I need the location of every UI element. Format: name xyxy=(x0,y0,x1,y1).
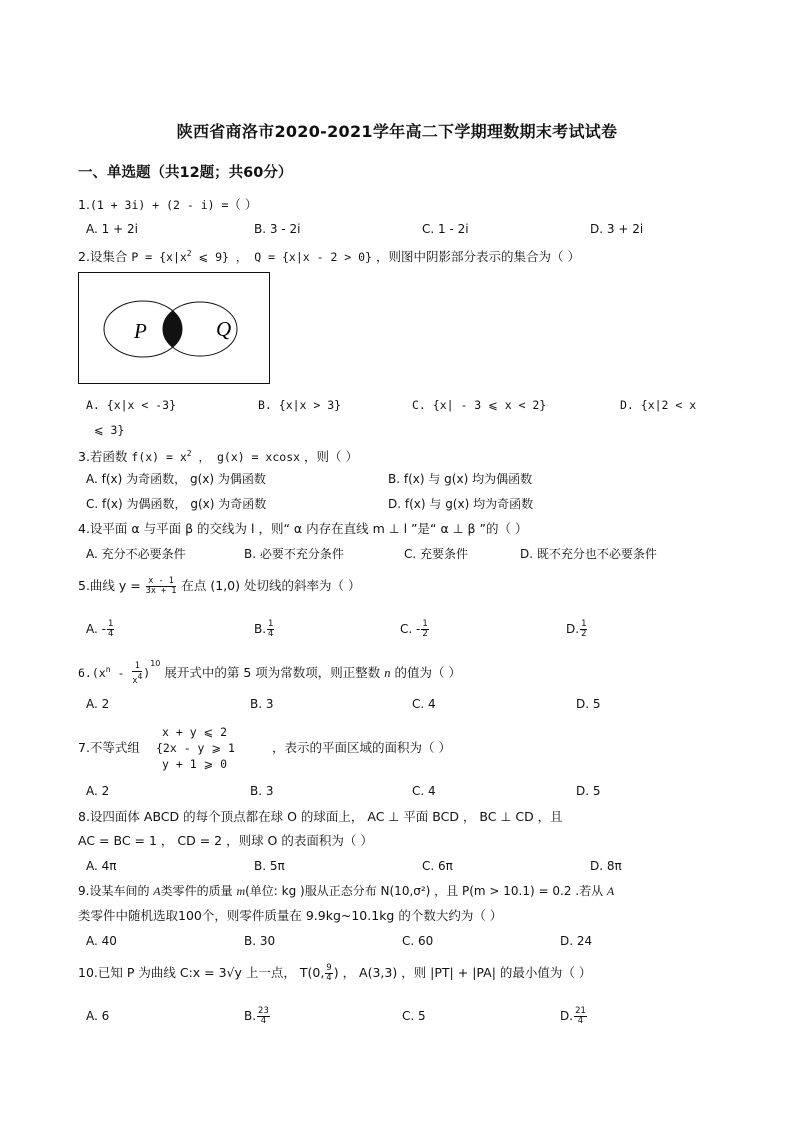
q4-option-c: C. 充要条件 xyxy=(404,547,469,561)
q5-option-d: D. $\frac{1}{2}$ xyxy=(566,619,587,639)
q8-option-c: C. 6π xyxy=(422,859,453,873)
page-title: 陕西省商洛市2020-2021学年高二下学期理数期末考试试卷 xyxy=(176,122,618,141)
q9-option-b: B. 30 xyxy=(244,934,276,948)
q10-option-b: B. $\frac{23}{4}$ xyxy=(244,1006,269,1026)
q8-option-d: D. 8π xyxy=(590,859,622,873)
q10-option-a: A. 6 xyxy=(86,1009,110,1023)
q7-option-c: C. 4 xyxy=(412,784,436,798)
q2-option-b: B. {x|x > 3} xyxy=(258,398,342,412)
q4-option-d: D. 既不充分也不必要条件 xyxy=(520,547,657,561)
question-6-stem: $6.(x^n$ - $\frac{1}{x^4}$ )$^{10}$ 展开式中的第 5 项为常数项，则正整数 n 的值为（ ） xyxy=(78,659,461,686)
q3-option-d: D. f(x) 与 g(x) 均为奇函数 xyxy=(388,497,534,511)
q9-option-d: D. 24 xyxy=(560,934,593,948)
venn-diagram xyxy=(78,272,270,384)
q7-option-a: A. 2 xyxy=(86,784,110,798)
q4-option-b: B. 必要不充分条件 xyxy=(244,547,344,561)
question-9-line-1: 9.设某车间的 A类零件的质量 m(单位: kg )服从正态分布 N(10,σ²) ，且 P(m > 10.1) = 0.2 .若从 A xyxy=(78,884,615,898)
q5-option-b: B. $\frac{1}{4}$ xyxy=(254,619,274,639)
question-10-stem: 10.已知 P 为曲线 C:x = 3√y 上一点， T(0, $\frac{9}{4}$ ) ， A(3,3) ，则 |PT| + |PA| 的最小值为（ ） xyxy=(78,963,592,983)
q2-option-d-continued: ⩽ 3} xyxy=(94,423,125,437)
q3-option-a: A. f(x) 为奇函数， g(x) 为偶函数 xyxy=(86,472,266,486)
question-1-stem: 1.(1 + 3i) + (2 - i) =（ ） xyxy=(78,197,258,212)
q7-option-d: D. 5 xyxy=(576,784,601,798)
question-4-stem: 4.设平面 α 与平面 β 的交线为 l ，则“ α 内存在直线 m ⊥ l ”是“ α ⊥ β ”的（ ） xyxy=(78,521,528,536)
q10-option-d: D. $\frac{21}{4}$ xyxy=(560,1006,586,1026)
question-7-stem-a: 7.不等式组 xyxy=(78,740,140,755)
q6-option-c: C. 4 xyxy=(412,697,436,711)
question-9-line-2: 类零件中随机选取100个，则零件质量在 9.9kg~10.1kg 的个数大约为（ ） xyxy=(78,908,503,923)
q5-option-a: A. - $\frac{1}{4}$ xyxy=(86,619,114,639)
q1-option-c: C. 1 - 2i xyxy=(422,222,469,236)
question-5-stem: 5.曲线 y = $\frac{x - 1}{3x + 1}$ 在点 (1,0) 处切线的斜率为（ ） xyxy=(78,576,361,596)
q8-option-b: B. 5π xyxy=(254,859,285,873)
q5-option-c: C. - $\frac{1}{2}$ xyxy=(400,619,428,639)
q10-option-c: C. 5 xyxy=(402,1009,426,1023)
set-p-label: P xyxy=(134,319,147,343)
section-heading: 一、单选题（共12题；共60分） xyxy=(78,165,293,181)
question-3-stem: 3.若函数 $f(x) = x^2$ ， g(x) = xcosx ，则（ ） xyxy=(78,448,359,464)
inequality-system: x + y ⩽ 2 {2x - y ⩾ 1 y + 1 ⩾ 0 xyxy=(156,725,235,771)
q9-option-c: C. 60 xyxy=(402,934,434,948)
question-2-stem: 2.设集合 $P = \{x|x^2$ ⩽ 9} ， Q = {x|x - 2 > 0} ，则图中阴影部分表示的集合为（ ） xyxy=(78,248,580,264)
q7-option-b: B. 3 xyxy=(250,784,274,798)
q1-option-a: A. 1 + 2i xyxy=(86,222,138,236)
q2-option-a: A. {x|x < -3} xyxy=(86,398,177,412)
question-8-line-2: AC = BC = 1 ， CD = 2 ，则球 O 的表面积为（ ） xyxy=(78,833,373,848)
q4-option-a: A. 充分不必要条件 xyxy=(86,547,186,561)
q2-option-d: D. {x|2 < x xyxy=(620,398,697,412)
question-7-stem-b: ，表示的平面区域的面积为（ ） xyxy=(272,740,451,755)
q8-option-a: A. 4π xyxy=(86,859,117,873)
q2-option-c: C. {x| - 3 ⩽ x < 2} xyxy=(412,398,547,412)
q3-option-c: C. f(x) 为偶函数， g(x) 为奇函数 xyxy=(86,497,267,511)
q6-option-a: A. 2 xyxy=(86,697,110,711)
question-8-line-1: 8.设四面体 ABCD 的每个顶点都在球 O 的球面上， AC ⊥ 平面 BCD ， BC ⊥ CD ，且 xyxy=(78,809,563,824)
q1-option-d: D. 3 + 2i xyxy=(590,222,644,236)
set-q-label: Q xyxy=(216,317,232,341)
q9-option-a: A. 40 xyxy=(86,934,117,948)
q3-option-b: B. f(x) 与 g(x) 均为偶函数 xyxy=(388,472,533,486)
q6-option-b: B. 3 xyxy=(250,697,274,711)
q1-option-b: B. 3 - 2i xyxy=(254,222,301,236)
q6-option-d: D. 5 xyxy=(576,697,601,711)
